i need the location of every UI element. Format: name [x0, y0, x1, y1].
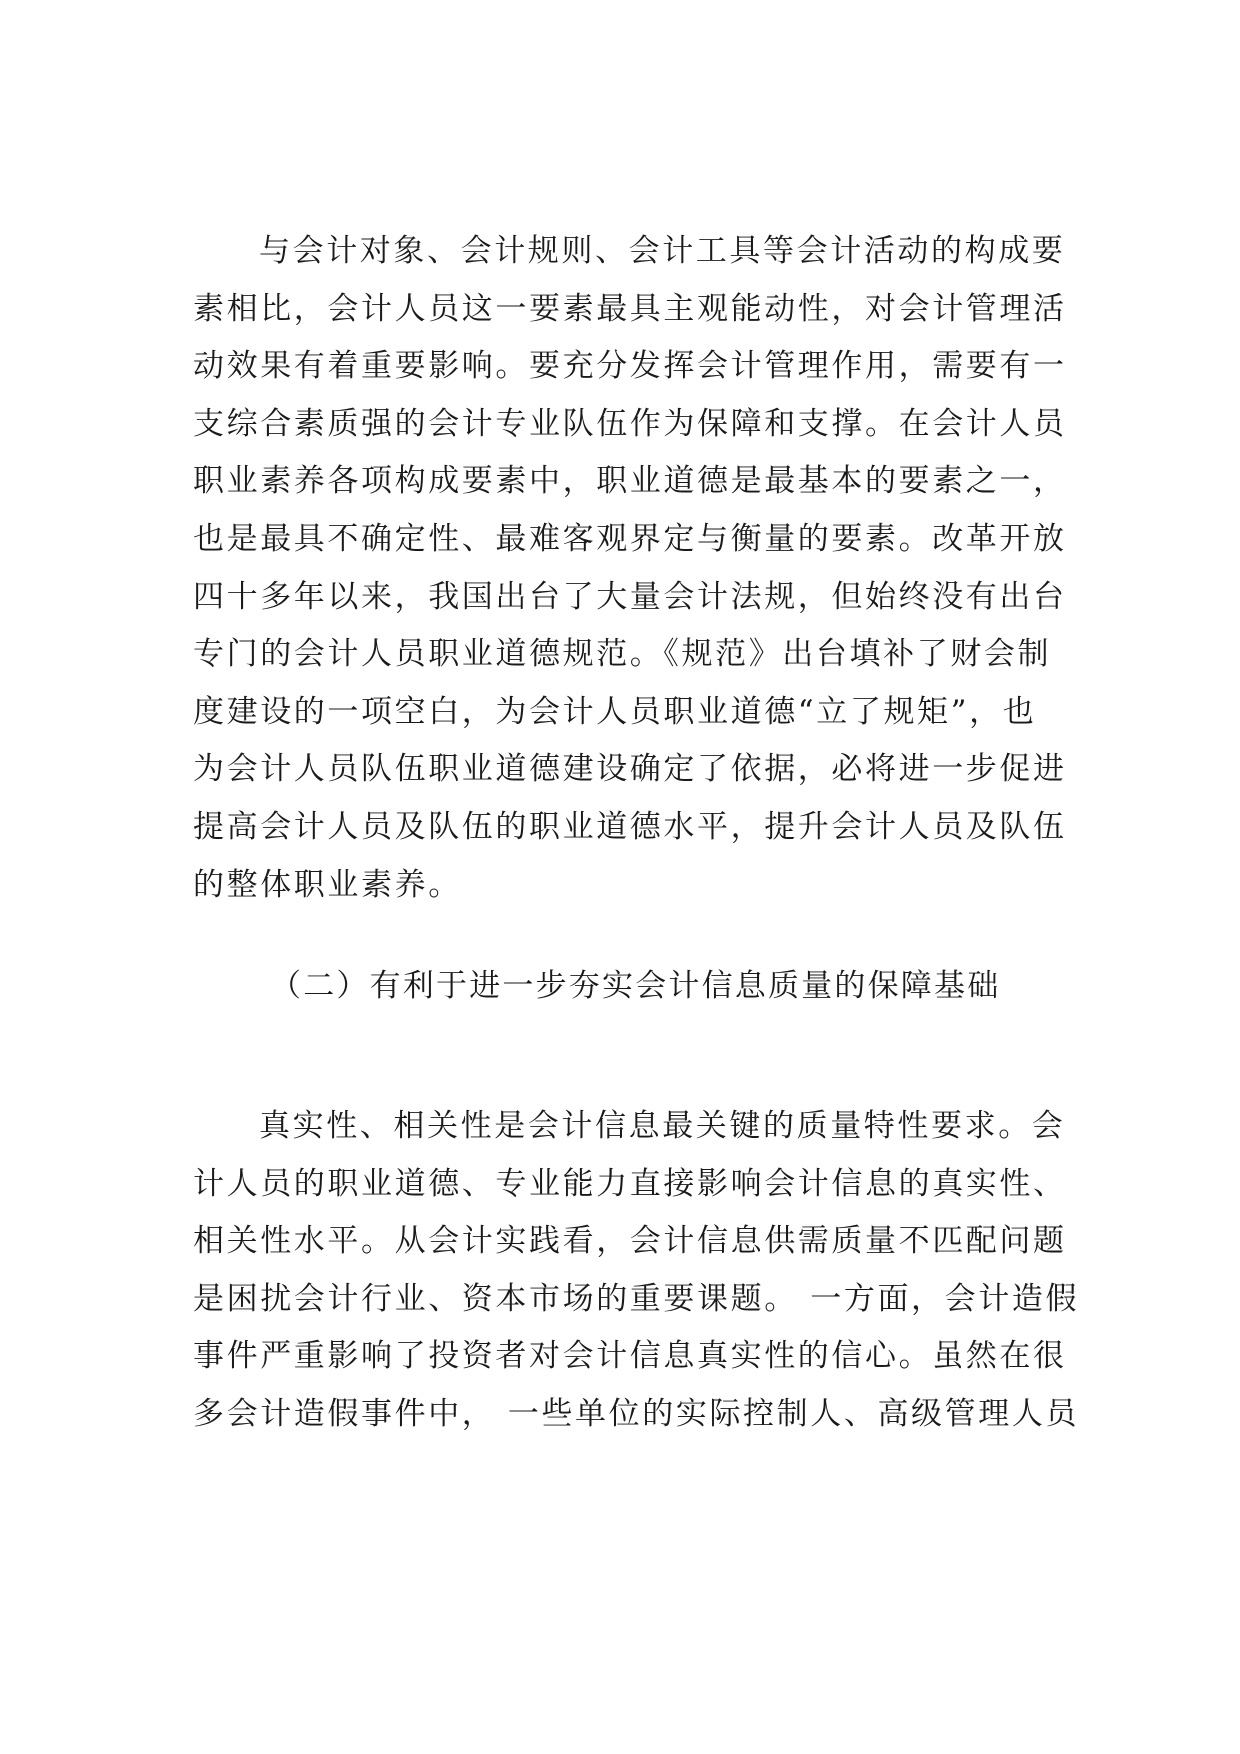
paragraph-line: 的整体职业素养。 [193, 866, 462, 903]
paragraph-line: 提高会计人员及队伍的职业道德水平，提升会计人员及队伍 [193, 808, 1067, 845]
paragraph-line: 四十多年以来，我国出台了大量会计法规，但始终没有出台 [193, 578, 1067, 615]
paragraph-line: 计人员的职业道德、专业能力直接影响会计信息的真实性、 [193, 1165, 1067, 1202]
paragraph-line: 动效果有着重要影响。要充分发挥会计管理作用，需要有一 [193, 348, 1067, 385]
paragraph-line: 职业素养各项构成要素中，职业道德是最基本的要素之一， [193, 463, 1067, 500]
paragraph-line: 多会计造假事件中， 一些单位的实际控制人、高级管理人员 [193, 1395, 1080, 1432]
paragraph-line: 也是最具不确定性、最难客观界定与衡量的要素。改革开放 [193, 520, 1067, 557]
paragraph-line: 事件严重影响了投资者对会计信息真实性的信心。虽然在很 [193, 1338, 1067, 1375]
paragraph-line: 真实性、相关性是会计信息最关键的质量特性要求。会 [259, 1108, 1066, 1144]
paragraph-line: 与会计对象、会计规则、会计工具等会计活动的构成要 [259, 233, 1066, 269]
section-heading: （二）有利于进一步夯实会计信息质量的保障基础 [270, 968, 1001, 1004]
paragraph-professional-ethics [193, 223, 1067, 914]
paragraph-line: 为会计人员队伍职业道德建设确定了依据，必将进一步促进 [193, 751, 1067, 788]
paragraph-line: 专门的会计人员职业道德规范。《规范》出台填补了财会制 [193, 636, 1052, 673]
paragraph-information-quality [193, 1098, 1080, 1444]
paragraph-line: 是困扰会计行业、资本市场的重要课题。 一方面，会计造假 [193, 1280, 1080, 1317]
paragraph-line: 相关性水平。从会计实践看，会计信息供需质量不匹配问题 [193, 1223, 1067, 1260]
paragraph-line: 素相比，会计人员这一要素最具主观能动性，对会计管理活 [193, 290, 1067, 327]
paragraph-line: 支综合素质强的会计专业队伍作为保障和支撑。在会计人员 [193, 405, 1067, 442]
paragraph-line: 度建设的一项空白，为会计人员职业道德“立了规矩”，也 [193, 693, 1037, 730]
